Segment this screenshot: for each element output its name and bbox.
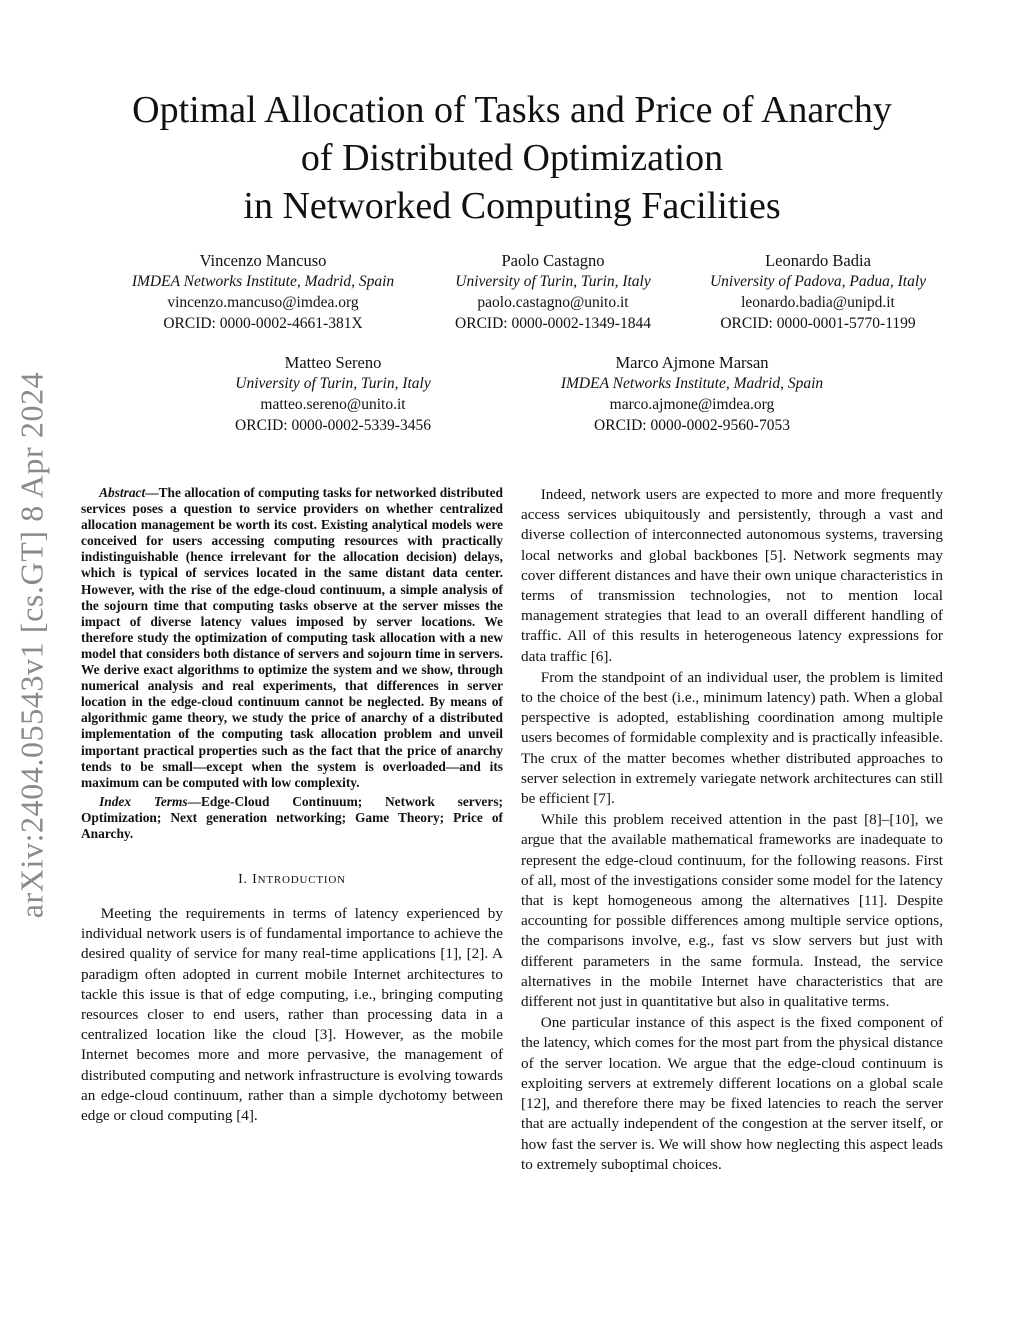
author-email: vincenzo.mancuso@imdea.org (167, 294, 359, 311)
author-affiliation: University of Padova, Padua, Italy (709, 273, 927, 290)
author-email: marco.ajmone@imdea.org (609, 396, 775, 413)
author-block (183, 352, 483, 436)
author-affiliation: University of Turin, Turin, Italy (455, 273, 651, 290)
paragraph: Indeed, network users are expected to more and more frequently access services ubiquitously and persistently, through a vast and diverse collection of interconnected autonomous systems, traversing local networks and global backbones [5]. Network segments may cover different distances and have their own unique characteristics in terms of transmission technologies, not to mention local management strategies that lead to an overall different handling of traffic. All of this results in heterogeneous latency expressions for data traffic [6]. (521, 486, 943, 665)
author-orcid: ORCID: 0000-0002-1349-1844 (455, 315, 651, 332)
title-line: Optimal Allocation of Tasks and Price of Anarchy (132, 89, 892, 131)
author-name: Paolo Castagno (501, 251, 605, 270)
author-email: leonardo.badia@unipd.it (741, 294, 895, 311)
index-terms-label: Index Terms (99, 793, 188, 809)
author-block (403, 250, 703, 334)
arxiv-stamp (10, 365, 54, 925)
abstract-text: —The allocation of computing tasks for networked distributed services poses a question to service providers on whether centralized allocation management be worth its cost. Existing analytical models were conceived for users accessing computing resources with practically indistinguishable (hence irrelevant for the allocation decision) delays, which is typical of services located in the same distant data center. However, with the rise of the edge-cloud continuum, a simple analysis of the sojourn time that computing tasks observe at the server misses the impact of diverse latency values imposed by server locations. We therefore study the optimization of computing task allocation with a new model that considers both distance of servers and sojourn time in servers. We derive exact algorithms to optimize the system and we show, through numerical analysis and real experiments, that differences in server location in the edge-cloud continuum cannot be neglected. By means of algorithmic game theory, we study the price of anarchy of a distributed implementation of the computing task allocation problem and unveil important practical properties such as the fact that the price of anarchy tends to be small—except when the system is overloaded—and its maximum can be computed with low complexity. (81, 485, 503, 790)
author-name: Marco Ajmone Marsan (615, 353, 769, 372)
author-email: matteo.sereno@unito.it (260, 396, 406, 413)
title-line: of Distributed Optimization (300, 137, 724, 179)
title-line: in Networked Computing Facilities (243, 185, 781, 227)
arxiv-stamp-text: arXiv:2404.05543v1 [cs.GT] 8 Apr 2024 (13, 371, 50, 919)
author-block (113, 250, 413, 334)
author-block (668, 250, 968, 334)
author-name: Matteo Sereno (284, 353, 382, 372)
abstract-label: Abstract (99, 485, 146, 500)
paragraph: While this problem received attention in the past [8]–[10], we argue that the available mathematical frameworks are inadequate to represent the edge-cloud continuum, for the following reasons. First of all, most of the investigations consider some model for the latency that is kept homogeneous among the alternatives [11]. Despite accounting for possible differences among multiple service options, the comparisons involve, e.g., fast vs slow servers but just with different parameters in the same formula. Instead, the service alternatives in the mobile Internet have characteristics that are different not just in quantitative but also in qualitative terms. (521, 811, 943, 1011)
author-affiliation: IMDEA Networks Institute, Madrid, Spain (560, 375, 824, 392)
author-block (542, 352, 842, 436)
author-orcid: ORCID: 0000-0002-9560-7053 (594, 417, 790, 434)
index-terms (81, 794, 503, 842)
section-title-initial: I (252, 872, 258, 888)
author-name: Vincenzo Mancuso (199, 251, 327, 270)
author-affiliation: IMDEA Networks Institute, Madrid, Spain (131, 273, 395, 290)
index-terms-text: —Edge-Cloud Continuum; Network servers; Optimization; Next generation networking; Game Theory; Price of Anarchy. (81, 793, 503, 841)
paragraph: From the standpoint of an individual user, the problem is limited to the choice of the best (i.e., minimum latency) path. When a global perspective is adopted, establishing coordination among multiple users becomes of formidable complexity and is practically infeasible. The crux of the matter becomes whether distributed approaches to server selection in extremely variegate network architectures can still be efficient [7]. (521, 668, 943, 808)
author-orcid: ORCID: 0000-0001-5770-1199 (720, 315, 916, 332)
author-name: Leonardo Badia (765, 251, 871, 270)
section-title-rest: NTRODUCTION (257, 874, 346, 887)
author-email: paolo.castagno@unito.it (477, 294, 629, 311)
author-affiliation: University of Turin, Turin, Italy (235, 375, 431, 392)
paragraph: One particular instance of this aspect is the fixed component of the latency, which comes for the most part from the physical distance of the server location. We argue that the edge-cloud continuum is exploiting servers at extremely different locations on a global scale [12], and therefore there may be fixed latencies to reach the server that are actually independent of the congestion at the server itself, or how fast the server is. We will show how neglecting this aspect leads to extremely suboptimal choices. (521, 1014, 943, 1173)
author-orcid: ORCID: 0000-0002-4661-381X (163, 315, 363, 332)
abstract (81, 485, 503, 791)
author-orcid: ORCID: 0000-0002-5339-3456 (235, 417, 431, 434)
right-column (521, 485, 943, 1176)
paper-title (80, 86, 944, 230)
paragraph: Meeting the requirements in terms of latency experienced by individual network users is of fundamental importance to achieve the desired quality of service for many real-time applications [1], [2]. A paradigm often adopted in current mobile Internet architectures to tackle this issue is that of edge computing, i.e., bringing computing resources closer to end users, rather than processing data in a centralized location like the cloud [3]. However, as the mobile Internet becomes more and more pervasive, the management of distributed computing and network infrastructure is evolving towards an edge-cloud continuum, rather than a simple dychotomy between edge or cloud computing [4]. (81, 905, 503, 1125)
left-column (81, 485, 503, 1127)
section-number: I. (238, 872, 248, 888)
section-heading (81, 872, 503, 888)
